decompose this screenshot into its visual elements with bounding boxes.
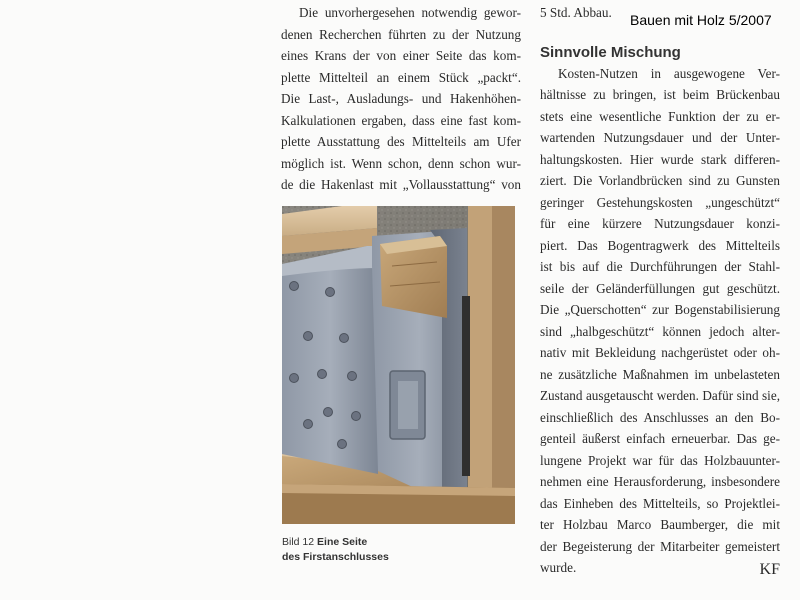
section-heading: Sinnvolle Mischung [540,43,681,61]
text-line: lungene Projekt war für das Holzbauunter- [540,452,780,468]
text-line: plette Ausstattung des Mittelteils am Ufer [281,134,521,149]
text-line: wurde. [540,560,577,575]
text-line: Die Last-, Ausladungs- und Hakenhöhen- [281,91,521,106]
text-line: denen Recherchen führten zu der Nutzung [281,26,521,42]
text-line: ter Holzbau Marco Baumberger, die mit [540,517,780,532]
text-line: stets eine wesentliche Funktion der zu er- [540,108,780,124]
text-line: einschließlich des Anschlusses an den Bo- [540,409,780,425]
text-line: eines Krans der von einer Seite das kom- [281,48,521,63]
caption-title-2: des Firstanschlusses [282,551,389,563]
text-line: ziert. Die Vorlandbrücken sind zu Gunsten [540,173,780,188]
text-line: Die unvorhergesehen notwendig gewor- [299,5,521,20]
text-line: ne zusätzliche Maßnahmen im unbelasteten [540,366,780,382]
right-paragraph [540,63,780,579]
caption-label: Bild 12 [282,536,315,548]
text-line: Die „Querschotten“ zur Bogenstabilisierung [540,302,780,317]
text-line: für eine kürzere Nutzungsdauer konzi- [540,216,780,231]
text-line: wartenden Nutzungsdauer und der Unter- [540,130,780,145]
text-line: ist bis auf die Durchführungen der Stahl- [540,259,780,274]
text-line: haltungskosten. Hier wurde stark differen- [540,151,780,167]
figure-photo-ridge-connection [282,206,515,524]
caption-line-1 [282,535,389,550]
right-text-column [540,2,780,579]
text-line: Kalkulationen ergaben, dass eine fast kom- [281,112,521,128]
text-line: Zustand ausgetauscht werden. Dafür sind sie, [540,388,780,403]
continued-text-line: 5 Std. Abbau. [540,5,612,20]
text-line: geringer Gestehungskosten „ungeschützt“ [540,194,780,210]
text-line: das Einheben des Mittelteils, so Projektlei- [540,495,780,511]
left-paragraph [281,2,521,196]
text-line: de die Hakenlast mit „Vollausstattung“ von [281,177,521,192]
author-signature: KF [759,560,780,578]
text-line: der Begeisterung der Mitarbeiter gemeistert [540,538,780,554]
text-line: genteil äußerst einfach erneuerbar. Das ge- [540,431,780,446]
text-line: seile der Geländerfüllungen gut geschützt. [540,280,780,296]
text-line: nativ mit Bekleidung nachgerüstet oder oh- [540,345,780,360]
text-line: plette Mittelteil an einem Stück „packt“. [281,69,521,85]
text-line: piert. Das Bogentragwerk des Mittelteils [540,237,780,253]
magazine-issue-label: Bauen mit Holz 5/2007 [630,12,772,28]
text-line: nehmen eine Herausforderung, insbesondere [540,474,780,489]
caption-title-1: Eine Seite [317,536,368,548]
text-line: sind „halbgeschützt“ können jedoch alter- [540,323,780,339]
text-line: möglich ist. Wenn schon, denn schon wur- [281,155,521,171]
text-line: hältnisse zu bringen, ist beim Brückenbau [540,87,780,102]
left-text-column [281,2,521,196]
text-line: Kosten-Nutzen in ausgewogene Ver- [558,65,780,81]
figure-caption [282,535,389,565]
